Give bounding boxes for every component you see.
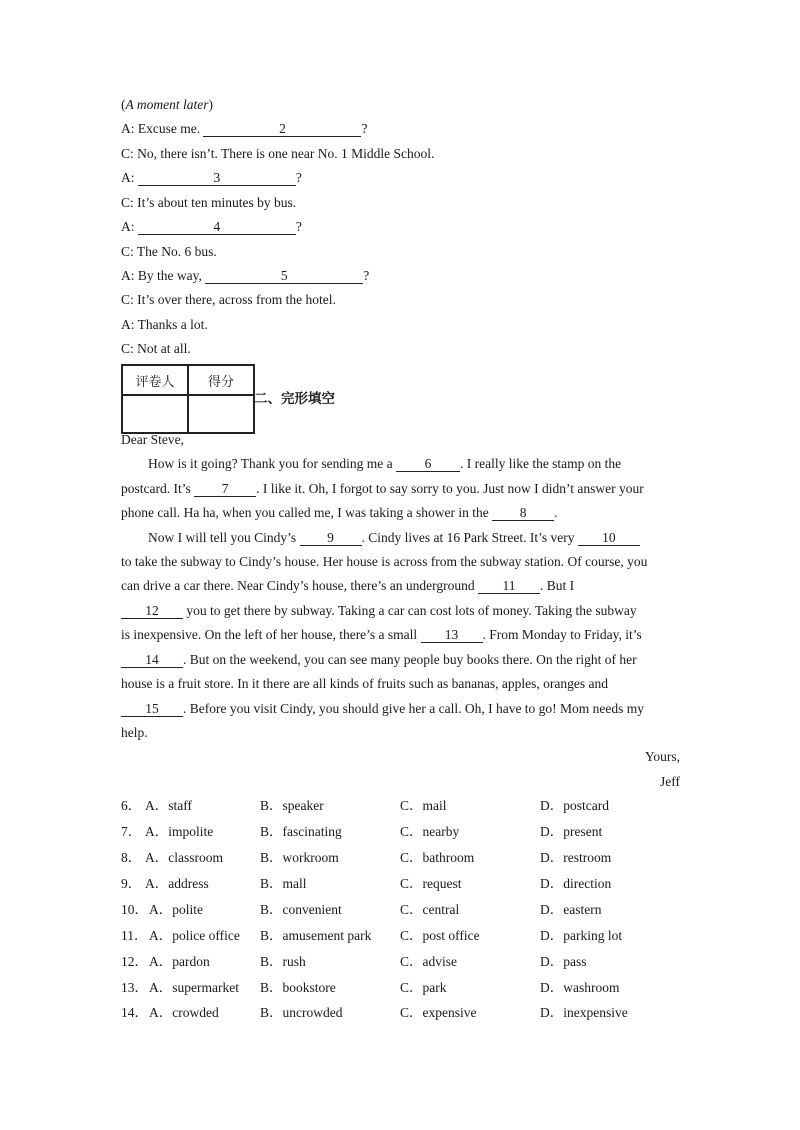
grader-header: 评卷人 — [122, 365, 188, 395]
option-c[interactable]: C．nearby — [400, 824, 460, 839]
answer-blank[interactable]: 8 — [492, 506, 554, 521]
option-b[interactable]: B．workroom — [260, 850, 339, 865]
option-c[interactable]: C．park — [400, 980, 447, 995]
option-b[interactable]: B．amusement park — [260, 928, 372, 943]
letter-line: 14 . But on the weekend, you can see many people buy books there. On the right of her — [121, 652, 637, 668]
answer-blank[interactable]: 11 — [478, 579, 540, 594]
dialogue-stage-direction: (A moment later) — [121, 97, 213, 112]
option-b[interactable]: B．bookstore — [260, 980, 336, 995]
score-header: 得分 — [188, 365, 254, 395]
answer-blank[interactable]: 15 — [121, 702, 183, 717]
letter-line: can drive a car there. Near Cindy’s house, there’s an underground 11 . But I — [121, 578, 575, 593]
option-a[interactable]: A．classroom — [145, 850, 223, 865]
letter-line: postcard. It’s 7 . I like it. Oh, I forgot to say sorry to you. Just now I didn’t answer your — [121, 481, 644, 496]
option-b[interactable]: B．rush — [260, 954, 306, 969]
option-d[interactable]: D．direction — [540, 876, 612, 891]
letter-signature: Jeff — [660, 774, 680, 789]
dialogue-line: A: By the way, 5 ? — [121, 268, 370, 283]
dialogue-line: C: Not at all. — [121, 341, 191, 356]
dialogue-line: C: No, there isn’t. There is one near No. 1 Middle School. — [121, 146, 435, 161]
question-number: 14． — [121, 1005, 148, 1020]
option-d[interactable]: D．present — [540, 824, 603, 839]
option-b[interactable]: B．mall — [260, 876, 307, 891]
dialogue-line: A: Thanks a lot. — [121, 317, 208, 332]
letter-line: house is a fruit store. In it there are all kinds of fruits such as bananas, apples, oranges and — [121, 676, 608, 691]
option-c[interactable]: C．post office — [400, 928, 480, 943]
answer-blank[interactable]: 2 — [203, 122, 361, 137]
grader-cell[interactable] — [122, 395, 188, 433]
letter-line: to take the subway to Cindy’s house. Her house is across from the subway station. Of course, you — [121, 554, 648, 569]
option-b[interactable]: B．fascinating — [260, 824, 342, 839]
dialogue-line: C: It’s over there, across from the hotel. — [121, 292, 336, 307]
answer-blank[interactable]: 10 — [578, 531, 640, 546]
dialogue-line: A: Excuse me. 2 ? — [121, 121, 368, 136]
question-number: 10． — [121, 902, 148, 917]
option-c[interactable]: C．expensive — [400, 1005, 477, 1020]
answer-blank[interactable]: 4 — [138, 220, 296, 235]
option-a[interactable]: A．pardon — [149, 954, 210, 969]
question-number: 6． — [121, 798, 142, 813]
option-d[interactable]: D．washroom — [540, 980, 620, 995]
option-d[interactable]: D．postcard — [540, 798, 609, 813]
letter-closing: Yours, — [644, 749, 680, 764]
option-a[interactable]: A．polite — [149, 902, 203, 917]
letter-line: Now I will tell you Cindy’s 9 . Cindy lives at 16 Park Street. It’s very 10 — [148, 530, 640, 546]
option-a[interactable]: A．supermarket — [149, 980, 239, 995]
option-d[interactable]: D．pass — [540, 954, 587, 969]
question-number: 11． — [121, 928, 148, 943]
option-a[interactable]: A．police office — [149, 928, 240, 943]
question-number: 7． — [121, 824, 142, 839]
option-c[interactable]: C．bathroom — [400, 850, 475, 865]
question-number: 13． — [121, 980, 148, 995]
option-d[interactable]: D．parking lot — [540, 928, 623, 943]
answer-blank[interactable]: 5 — [205, 269, 363, 284]
option-a[interactable]: A．crowded — [149, 1005, 219, 1020]
dialogue-line: C: It’s about ten minutes by bus. — [121, 195, 297, 210]
letter-line: phone call. Ha ha, when you called me, I was taking a shower in the 8 . — [121, 505, 558, 520]
score-table — [121, 364, 255, 434]
option-d[interactable]: D．inexpensive — [540, 1005, 628, 1020]
answer-blank[interactable]: 6 — [396, 457, 460, 472]
section-title: 二、完形填空 — [254, 391, 335, 407]
answer-blank[interactable]: 14 — [121, 653, 183, 668]
answer-blank[interactable]: 7 — [194, 482, 256, 497]
option-b[interactable]: B．convenient — [260, 902, 342, 917]
letter-line: 12 you to get there by subway. Taking a car can cost lots of money. Taking the subway — [121, 603, 637, 619]
answer-blank[interactable]: 3 — [138, 171, 296, 186]
question-number: 8． — [121, 850, 142, 865]
answer-blank[interactable]: 12 — [121, 604, 183, 619]
option-c[interactable]: C．central — [400, 902, 460, 917]
option-d[interactable]: D．restroom — [540, 850, 612, 865]
letter-line: 15 . Before you visit Cindy, you should give her a call. Oh, I have to go! Mom needs my — [121, 701, 644, 717]
dialogue-line: A: 3 ? — [121, 170, 302, 185]
option-c[interactable]: C．mail — [400, 798, 447, 813]
question-number: 12． — [121, 954, 148, 969]
option-d[interactable]: D．eastern — [540, 902, 602, 917]
answer-blank[interactable]: 13 — [421, 628, 483, 643]
option-c[interactable]: C．advise — [400, 954, 457, 969]
dialogue-line: C: The No. 6 bus. — [121, 244, 217, 259]
option-a[interactable]: A．address — [145, 876, 209, 891]
option-a[interactable]: A．impolite — [145, 824, 214, 839]
letter-line: is inexpensive. On the left of her house, there’s a small 13 . From Monday to Friday, it’s — [121, 627, 642, 642]
option-b[interactable]: B．uncrowded — [260, 1005, 343, 1020]
answer-blank[interactable]: 9 — [300, 531, 362, 546]
letter-greeting: Dear Steve, — [121, 432, 184, 447]
score-cell[interactable] — [188, 395, 254, 433]
question-number: 9． — [121, 876, 142, 891]
letter-line: help. — [121, 725, 148, 740]
option-b[interactable]: B．speaker — [260, 798, 324, 813]
letter-line: How is it going? Thank you for sending me a 6 . I really like the stamp on the — [148, 456, 622, 471]
option-c[interactable]: C．request — [400, 876, 462, 891]
dialogue-line: A: 4 ? — [121, 219, 302, 234]
option-a[interactable]: A．staff — [145, 798, 192, 813]
